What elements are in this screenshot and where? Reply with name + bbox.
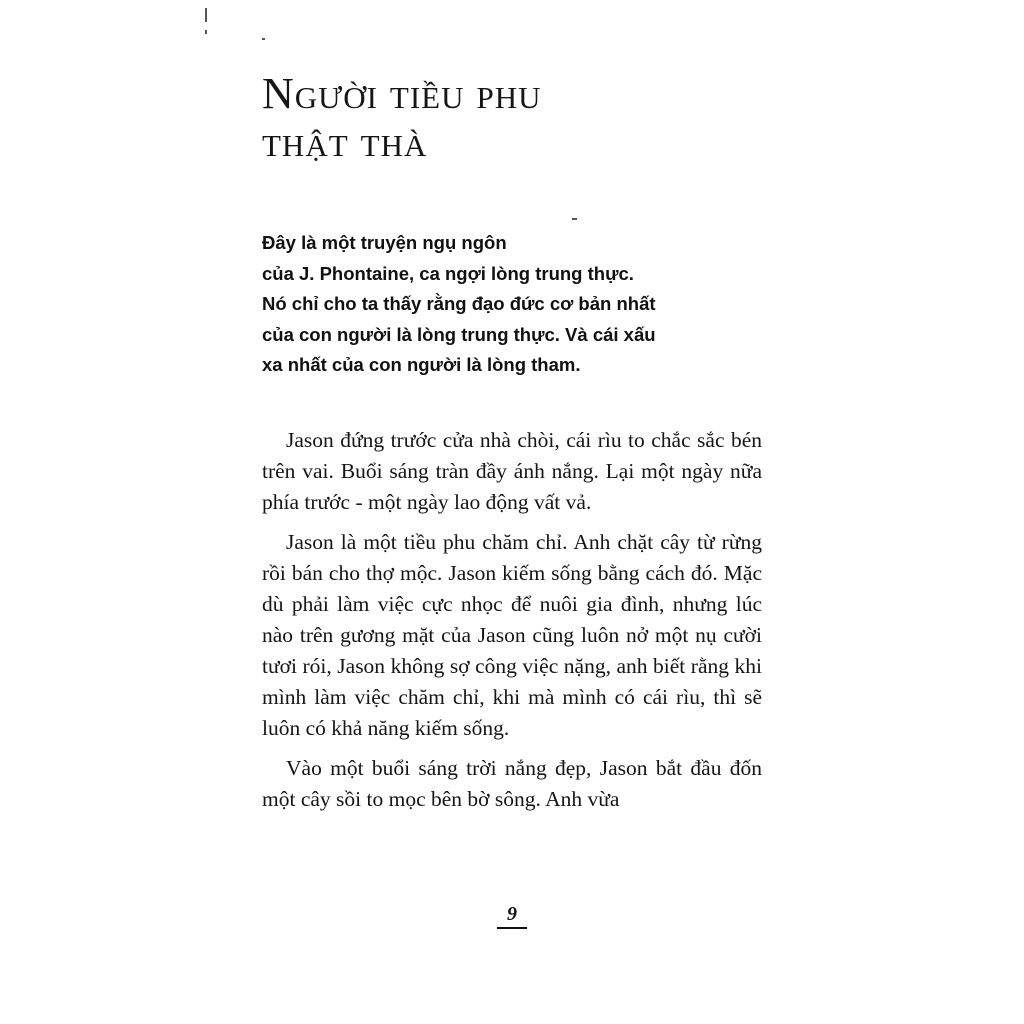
body-paragraph: Jason đứng trước cửa nhà chòi, cái rìu to chắc sắc bén trên vai. Buổi sáng tràn đầy ánh nắng. Lại một ngày nữa phía trước - một ngày lao động vất vả. <box>262 428 762 514</box>
intro-line: xa nhất của con người là lòng tham. <box>262 354 581 375</box>
chapter-title-line-2: thật thà <box>262 117 428 166</box>
intro-line: Nó chỉ cho ta thấy rằng đạo đức cơ bản nhất <box>262 293 656 314</box>
scan-mark <box>205 8 207 22</box>
scan-mark <box>572 218 577 220</box>
chapter-body <box>262 425 762 824</box>
page-number: 9 <box>497 902 527 929</box>
intro-line: Đây là một truyện ngụ ngôn <box>262 232 507 253</box>
intro-line: của con người là lòng trung thực. Và cái xấu <box>262 323 656 345</box>
body-paragraph: Vào một buổi sáng trời nắng đẹp, Jason bắt đầu đốn một cây sồi to mọc bên bờ sông. Anh vừa <box>262 756 762 811</box>
scan-mark <box>205 30 207 34</box>
chapter-title <box>262 70 782 166</box>
intro-line: của J. Phontaine, ca ngợi lòng trung thực. <box>262 262 634 284</box>
chapter-intro <box>262 228 802 381</box>
chapter-title-line-1: Người tiều phu <box>262 69 542 118</box>
body-paragraph: Jason là một tiều phu chăm chỉ. Anh chặt cây từ rừng rồi bán cho thợ mộc. Jason kiếm sống bằng cách đó. Mặc dù phải làm việc cực nhọc để nuôi gia đình, nhưng lúc nào trên gương mặt của Jason cũng luôn nở một nụ cười tươi rói, Jason không sợ công việc nặng, anh biết rằng khi mình làm việc chăm chỉ, khi mà mình có cái rìu, thì sẽ luôn có khả năng kiếm sống. <box>262 530 762 740</box>
scan-mark <box>262 38 265 40</box>
